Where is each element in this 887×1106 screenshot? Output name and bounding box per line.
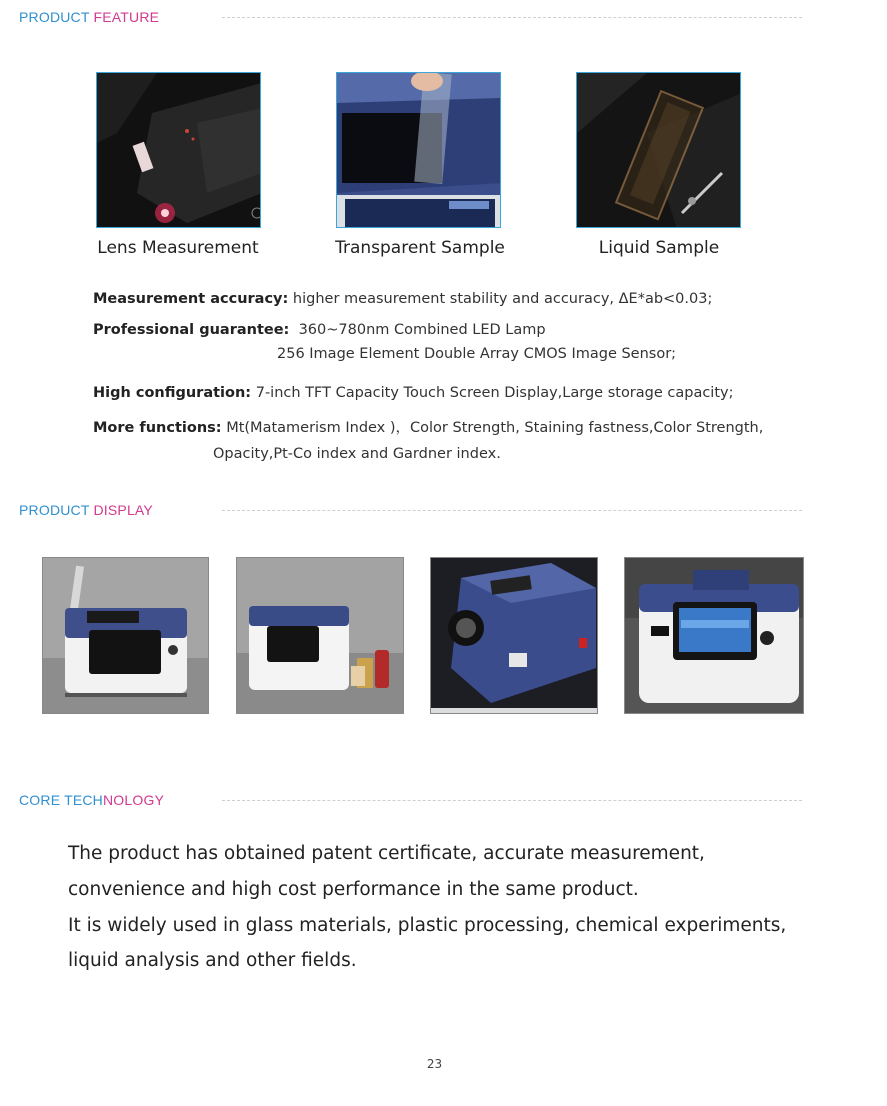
spec-more-functions-line2: Opacity,Pt-Co index and Gardner index.	[213, 446, 501, 462]
product-display-image-1	[42, 557, 209, 714]
section-divider	[222, 800, 802, 801]
feature-caption-liquid: Liquid Sample	[598, 238, 720, 258]
spec-professional-guarantee: Professional guarantee: 360~780nm Combined LED Lamp	[93, 322, 546, 338]
core-text-line-3: It is widely used in glass materials, plastic processing, chemical experiments,	[68, 915, 787, 936]
section-divider	[222, 510, 802, 511]
lens-measurement-image	[96, 72, 261, 228]
spec-high-configuration: High configuration: 7-inch TFT Capacity Touch Screen Display,Large storage capacity;	[93, 385, 734, 401]
core-text-line-1: The product has obtained patent certificate, accurate measurement,	[68, 843, 705, 864]
transparent-sample-image	[336, 72, 501, 228]
liquid-sample-image	[576, 72, 741, 228]
spec-more-functions: More functions: Mt(Matamerism Index )，Color Strength, Staining fastness,Color Strength,	[93, 420, 764, 436]
core-text-line-2: convenience and high cost performance in the same product.	[68, 879, 639, 900]
section-title-product-display: PRODUCT DISPLAY	[19, 502, 153, 518]
core-text-line-4: liquid analysis and other fields.	[68, 950, 357, 971]
section-title-core-technology: CORE TECHNOLOGY	[19, 792, 165, 808]
page-number: 23	[426, 1057, 443, 1071]
product-display-image-4	[624, 557, 804, 714]
section-title-product-feature: PRODUCT FEATURE	[19, 9, 160, 25]
section-divider	[222, 17, 802, 18]
spec-measurement-accuracy: Measurement accuracy: higher measurement stability and accuracy, ΔE*ab<0.03;	[93, 291, 713, 307]
product-display-image-3	[430, 557, 598, 714]
feature-caption-transparent: Transparent Sample	[335, 238, 505, 258]
spec-professional-guarantee-line2: 256 Image Element Double Array CMOS Image Sensor;	[277, 346, 677, 362]
feature-caption-lens: Lens Measurement	[97, 238, 259, 258]
product-display-image-2	[236, 557, 404, 714]
